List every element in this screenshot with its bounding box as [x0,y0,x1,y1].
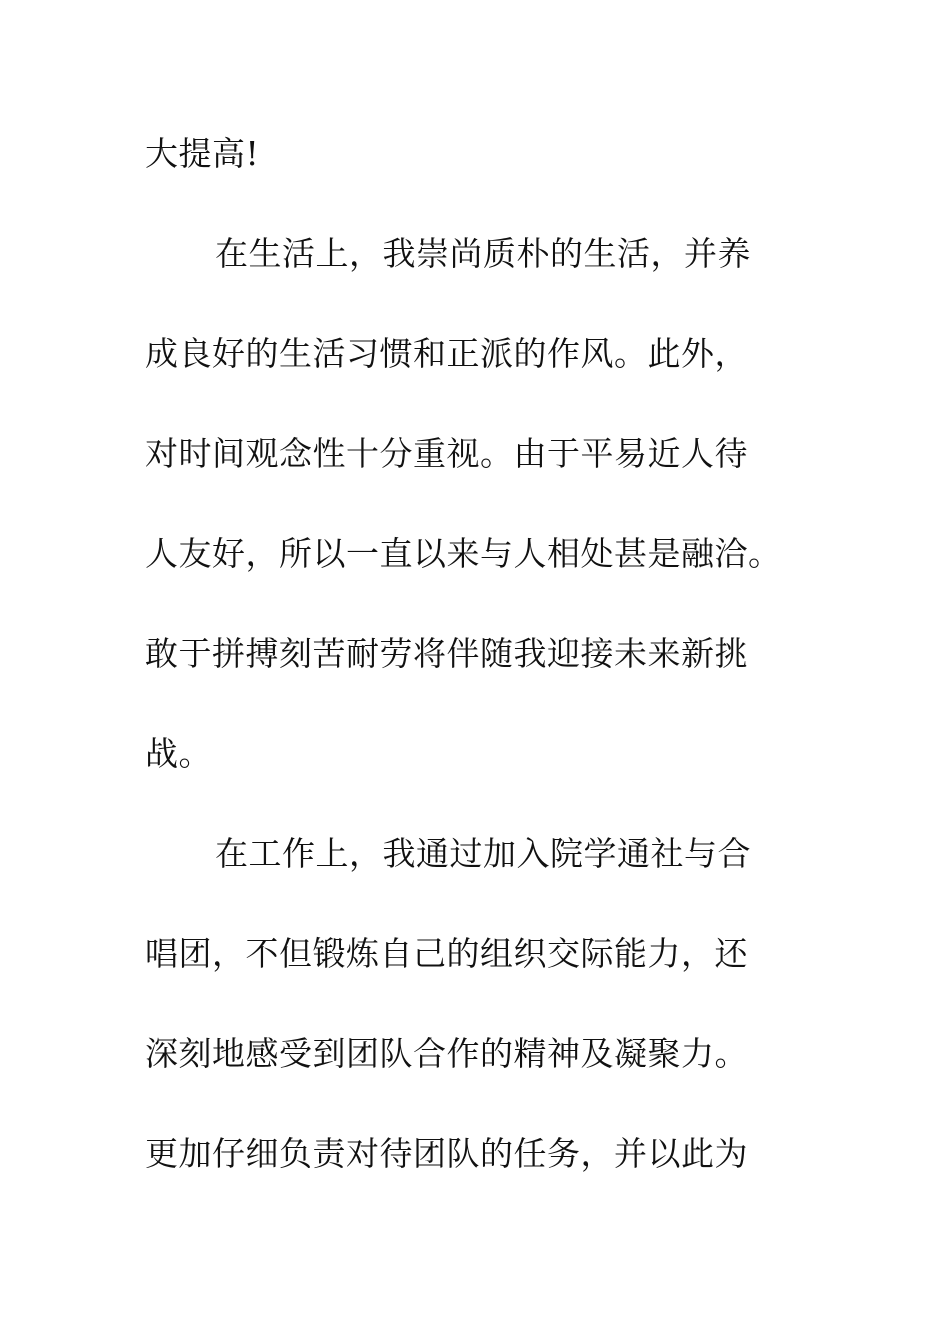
text-line: 对时间观念性十分重视。由于平易近人待 [145,434,748,473]
text-line: 更加仔细负责对待团队的任务，并以此为 [145,1134,748,1173]
text-line: 成良好的生活习惯和正派的作风。此外， [145,334,748,373]
text-line: 敢于拼搏刻苦耐劳将伴随我迎接未来新挑 [145,634,748,673]
text-line: 战。 [145,734,212,773]
body-text [145,125,825,1225]
paragraph-start-line: 在工作上，我通过加入院学通社与合 [215,834,751,873]
text-line: 唱团，不但锻炼自己的组织交际能力，还 [145,934,748,973]
text-line: 深刻地感受到团队合作的精神及凝聚力。 [145,1034,748,1073]
text-line: 人友好，所以一直以来与人相处甚是融洽。 [145,534,782,573]
paragraph-start-line: 在生活上，我崇尚质朴的生活，并养 [215,234,751,273]
text-line: 大提高! [145,134,260,173]
